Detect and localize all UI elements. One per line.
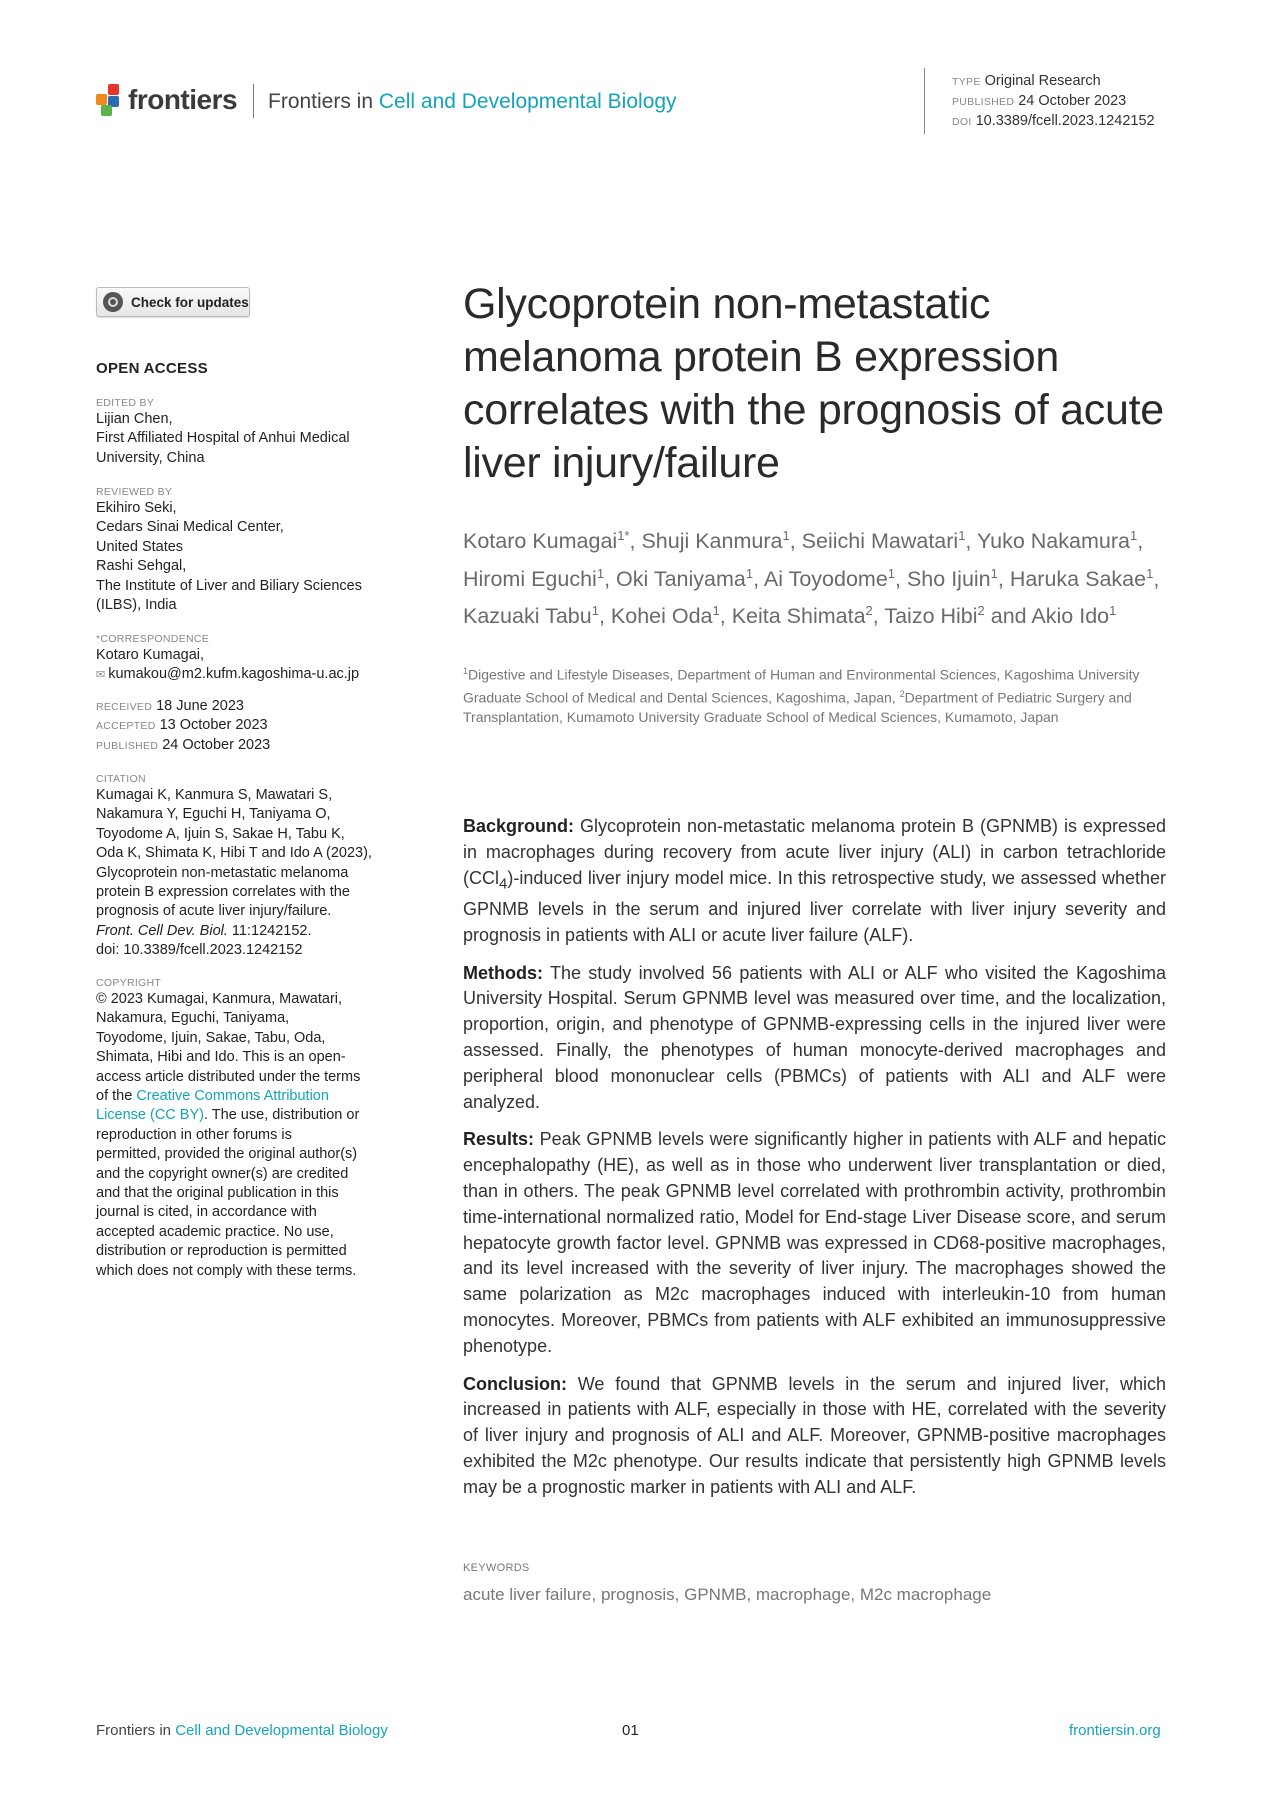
author[interactable]: Ai Toyodome$^1$ <box>763 565 896 591</box>
citation-journal: Front. Cell Dev. Biol. <box>96 922 228 939</box>
author-list: Kotaro Kumagai$^{1*}$, Shuji Kanmura$^1$, Seiichi Mawatari$^1$, Yuko Nakamura$^1$, Hiromi Eguchi$^1$, Oki Taniyama$^1$, Ai Toyodome$^1$, Sho Ijuin$^1$, Haruka Sakae$^1$, Kazuaki Tabu$^1$, Kohei Oda$^1$, Keita Shimata$^2$, Taizo Hibi$^2$ and Akio Ido$^1$ <box>463 528 1160 629</box>
editor-line: University, China <box>96 449 205 466</box>
page-number: 01 <box>622 1722 639 1739</box>
edited-by-section <box>96 396 386 468</box>
copyright-label: COPYRIGHT <box>96 977 162 989</box>
accepted-label: ACCEPTED <box>96 720 156 733</box>
copyright-line: which does not comply with these terms. <box>96 1262 357 1279</box>
copyright-text: . The use, distribution or <box>203 1107 360 1124</box>
methods-label: Methods: <box>463 962 543 983</box>
citation-journal-line <box>96 922 386 941</box>
abstract-results: Results: Peak GPNMB levels were significantly higher in patients with ALF and hepatic encephalopathy (HE), as well as in those who underwent liver transplantation or died, than in others. The peak GPNMB level correlated with prothrombin activity, prothrombin time-international normalized ratio, Model for End-stage Liver Disease score, and serum hepatocyte growth factor level. GPNMB was expressed in CD68-positive macrophages, and its level increased with the severity of liver injury. The macrophages showed the same polarization as M2c macrophages induced with interleukin-10 from human monocytes. Moreover, PBMCs from patients with ALF exhibited an immunosuppressive phenotype. <box>463 1129 1166 1356</box>
citation-line: Nakamura Y, Eguchi H, Taniyama O, <box>96 806 331 823</box>
reviewer-line: United States <box>96 538 184 555</box>
author[interactable]: Seiichi Mawatari$^1$ <box>801 528 966 554</box>
open-access-label: OPEN ACCESS <box>96 360 208 377</box>
reviewed-by-section <box>96 485 386 615</box>
edited-by-label: EDITED BY <box>96 397 155 409</box>
copyright-line: access article distributed under the terms <box>96 1068 361 1085</box>
citation-line: Kumagai K, Kanmura S, Mawatari S, <box>96 787 333 803</box>
affiliation-marker: 2 <box>899 689 905 700</box>
citation-line: Glycoprotein non-metastatic melanoma <box>96 864 349 881</box>
footer-journal-prefix: Frontiers in <box>96 1722 172 1739</box>
sidebar-published-value: 24 October 2023 <box>162 736 271 753</box>
frontiers-logo[interactable] <box>96 84 237 116</box>
citation-section <box>96 772 386 961</box>
correspondence-section <box>96 632 386 686</box>
affiliation-2: Department of Pediatric Surgery and Transplantation, Kumamoto University Graduate School of Medical Sciences, Kumamoto, Japan <box>463 689 1132 726</box>
correspondence-name: Kotaro Kumagai, <box>96 647 205 663</box>
citation-label: CITATION <box>96 773 146 785</box>
author[interactable]: Kohei Oda$^1$ <box>610 603 720 629</box>
copyright-line <box>96 1087 386 1106</box>
copyright-line: permitted, provided the original author(s) <box>96 1146 358 1163</box>
author[interactable]: Kazuaki Tabu$^1$ <box>463 603 599 629</box>
correspondence-email-row[interactable] <box>96 665 386 685</box>
footer-site-link[interactable]: frontiersin.org <box>1069 1722 1161 1739</box>
published-value: 24 October 2023 <box>1018 93 1127 109</box>
abstract <box>463 814 1166 1513</box>
header-divider <box>253 84 254 118</box>
keywords: acute liver failure, prognosis, GPNMB, macrophage, M2c macrophage <box>463 1585 992 1604</box>
meta-divider <box>924 68 925 134</box>
editor-line: Lijian Chen, <box>96 411 173 427</box>
copyright-line: Shimata, Hibi and Ido. This is an open- <box>96 1049 346 1066</box>
published-label: PUBLISHED <box>952 96 1015 108</box>
footer-journal[interactable] <box>96 1722 388 1739</box>
check-updates-label: Check for updates <box>131 294 249 310</box>
article-title: Glycoprotein non-metastatic melanoma protein B expression correlates with the prognosis of acute liver injury/failure <box>463 280 1164 487</box>
reviewer-line: Ekihiro Seki, <box>96 500 177 516</box>
copyright-text: of the <box>96 1088 137 1105</box>
accepted-value: 13 October 2023 <box>159 717 268 734</box>
copyright-line: journal is cited, in accordance with <box>96 1204 317 1221</box>
copyright-line <box>96 1106 386 1125</box>
correspondence-email[interactable]: kumakou@m2.kufm.kagoshima-u.ac.jp <box>108 666 360 683</box>
affiliation-marker: 1 <box>463 666 469 676</box>
abstract-background: Background: Glycoprotein non-metastatic melanoma protein B (GPNMB) is expressed in macrophages during recovery from acute liver injury (ALI) in carbon tetrachloride (CCl$_4$)-induced liver injury model mice. In this retrospective study, we assessed whether GPNMB levels in the serum and injured liver correlate with liver injury severity and prognosis in patients with ALI or acute liver failure (ALF). <box>463 816 1166 945</box>
author[interactable]: Taizo Hibi$^2$ <box>884 603 985 629</box>
frontiers-logo-icon <box>96 84 122 116</box>
author[interactable]: Shuji Kanmura$^1$ <box>641 528 790 554</box>
cc-by-link[interactable]: License (CC BY) <box>96 1107 204 1124</box>
crossmark-icon <box>103 292 123 312</box>
citation-line: protein B expression correlates with the <box>96 884 350 901</box>
conclusion-label: Conclusion: <box>463 1373 567 1394</box>
article-meta <box>952 72 1155 132</box>
cc-license-link[interactable]: Creative Commons Attribution <box>136 1088 329 1105</box>
correspondence-label: *CORRESPONDENCE <box>96 633 210 645</box>
abstract-methods: Methods: The study involved 56 patients with ALI or ALF who visited the Kagoshima University Hospital. Serum GPNMB level was measured over time, and the localization, proportion, origin, and phenotype of GPNMB-expressing cells in the injured liver were assessed. Finally, the phenotypes of human monocyte-derived macrophages and peripheral blood mononuclear cells (PBMCs) of patients with ALI and ALF were analyzed. <box>463 962 1166 1112</box>
affiliations <box>463 662 1173 728</box>
logo-wordmark: frontiers <box>128 84 238 115</box>
copyright-line: © 2023 Kumagai, Kanmura, Mawatari, <box>96 991 343 1007</box>
journal-prefix: Frontiers in <box>268 90 374 113</box>
reviewer-line: The Institute of Liver and Biliary Sciences <box>96 577 362 594</box>
copyright-line: and that the original publication in this <box>96 1185 339 1202</box>
keywords-label: KEYWORDS <box>463 1562 530 1574</box>
copyright-line: distribution or reproduction is permitted <box>96 1243 347 1260</box>
dates-section <box>96 697 386 755</box>
author[interactable]: Akio Ido$^1$ <box>1031 603 1117 629</box>
reviewer-line: Cedars Sinai Medical Center, <box>96 519 284 536</box>
author[interactable]: Sho Ijuin$^1$ <box>906 565 998 591</box>
reviewer-line: (ILBS), India <box>96 597 177 614</box>
type-value: Original Research <box>984 73 1101 89</box>
abstract-conclusion: Conclusion: We found that GPNMB levels in the serum and injured liver, which increased in patients with ALF, especially in those with HE, correlated with the severity of liver injury and prognosis of ALI and ALF. Moreover, GPNMB-positive macrophages exhibited the M2c phenotype. Our results indicate that persistently high GPNMB levels may be a prognostic marker in patients with ALI and ALF. <box>463 1373 1166 1497</box>
copyright-line: accepted academic practice. No use, <box>96 1223 334 1240</box>
footer-journal-name: Cell and Developmental Biology <box>175 1722 388 1739</box>
citation-line: prognosis of acute liver injury/failure. <box>96 903 332 920</box>
check-for-updates-button[interactable] <box>96 287 250 317</box>
copyright-line: Nakamura, Eguchi, Taniyama, <box>96 1010 290 1027</box>
author[interactable]: Keita Shimata$^2$ <box>731 603 873 629</box>
copyright-section <box>96 976 386 1281</box>
results-label: Results: <box>463 1129 535 1150</box>
journal-title[interactable] <box>268 90 677 114</box>
copyright-line: Toyodome, Ijuin, Sakae, Tabu, Oda, <box>96 1029 326 1046</box>
affiliation-1: Digestive and Lifestyle Diseases, Department of Human and Environmental Sciences, Kagoshima University Graduate School of Medical and Dental Sciences, Kagoshima, Japan, <box>463 666 1140 706</box>
citation-volume: 11:1242152. <box>227 922 312 939</box>
author[interactable]: Yuko Nakamura$^1$ <box>976 528 1138 554</box>
editor-line: First Affiliated Hospital of Anhui Medical <box>96 430 350 447</box>
citation-line: Oda K, Shimata K, Hibi T and Ido A (2023), <box>96 845 372 862</box>
doi-value[interactable]: 10.3389/fcell.2023.1242152 <box>975 113 1155 129</box>
mail-icon: ✉ <box>96 669 106 682</box>
doi-label: DOI <box>952 116 972 128</box>
copyright-line: reproduction in other forums is <box>96 1126 292 1143</box>
author[interactable]: Oki Taniyama$^1$ <box>616 565 754 591</box>
received-label: RECEIVED <box>96 701 153 713</box>
author[interactable]: Kotaro Kumagai$^{1*}$ <box>463 528 630 554</box>
author[interactable]: Hiromi Eguchi$^1$ <box>463 565 605 591</box>
citation-doi[interactable]: doi: 10.3389/fcell.2023.1242152 <box>96 942 303 959</box>
type-label: TYPE <box>952 76 981 88</box>
received-value: 18 June 2023 <box>156 698 244 714</box>
background-label: Background: <box>463 816 575 836</box>
journal-name: Cell and Developmental Biology <box>378 90 677 113</box>
reviewer-line: Rashi Sehgal, <box>96 558 187 575</box>
reviewed-by-label: REVIEWED BY <box>96 486 173 498</box>
author[interactable]: Haruka Sakae$^1$ <box>1009 565 1154 591</box>
copyright-line: and the copyright owner(s) are credited <box>96 1165 349 1182</box>
citation-line: Toyodome A, Ijuin S, Sakae H, Tabu K, <box>96 825 345 842</box>
sidebar-published-label: PUBLISHED <box>96 739 159 752</box>
